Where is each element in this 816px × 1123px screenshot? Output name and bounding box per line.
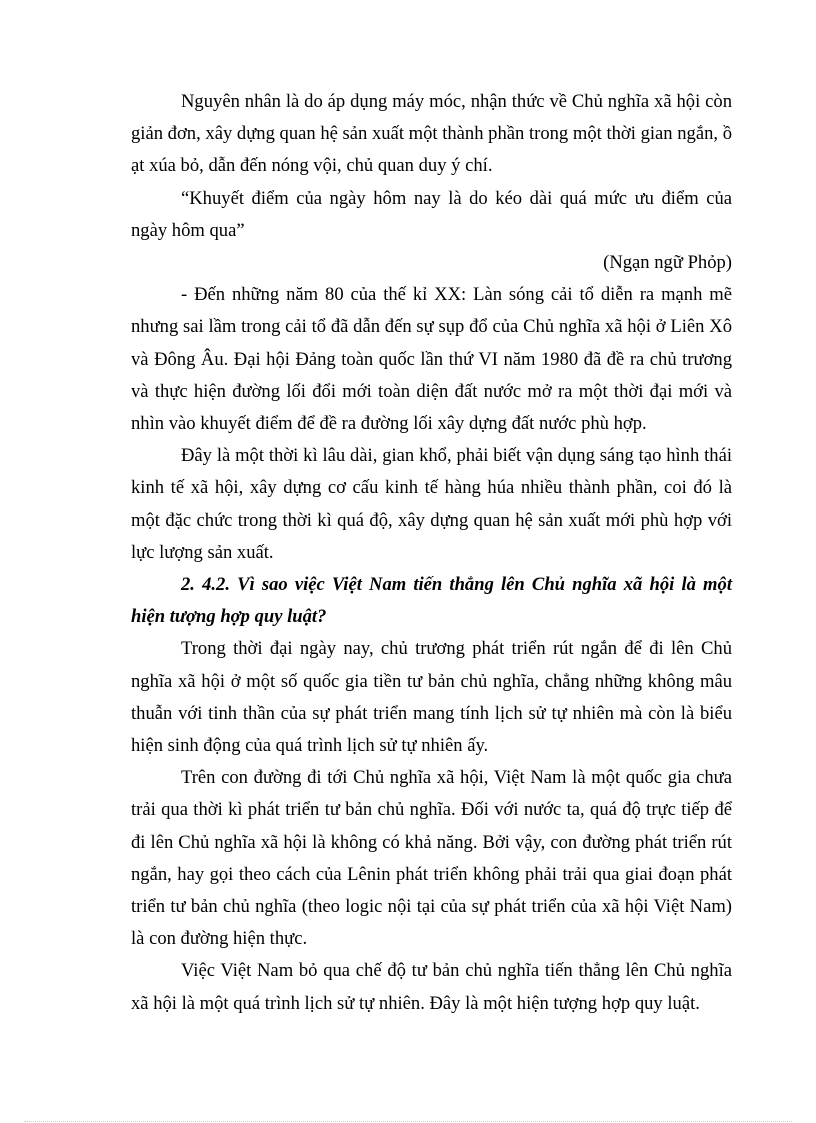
paragraph-shortcut: Trong thời đại ngày nay, chủ trương phát triển rút ngắn để đi lên Chủ nghĩa xã hội ở một số quốc gia tiền tư bản chủ nghĩa, chẳng những không mâu thuẫn với tinh thần của sự phát triển mang tính lịch sử tự nhiên mà còn là biểu hiện sinh động của quá trình lịch sử tự nhiên ấy. bbox=[131, 638, 732, 757]
paragraph-vietnam-path: Trên con đường đi tới Chủ nghĩa xã hội, Việt Nam là một quốc gia chưa trải qua thời kì phát triển tư bản chủ nghĩa. Đối với nước ta, quá độ trực tiếp để đi lên Chủ nghĩa xã hội là không có khả năng. Bởi vậy, con đường phát triển rút ngắn, hay gọi theo cách của Lênin phát triển không phải trải qua giai đoạn phát triển tư bản chủ nghĩa (theo logic nội tại của sự phát triển của xã hội Việt Nam) là con đường hiện thực. bbox=[131, 767, 732, 950]
paragraph-long-period: Đây là một thời kì lâu dài, gian khổ, phải biết vận dụng sáng tạo hình thái kinh tế xã hội, xây dựng cơ cấu kinh tế hàng húa nhiều thành phần, coi đó là một đặc chức trong thời kì quá độ, xây dựng quan hệ sản xuất mới phù hợp với lực lượng sản xuất. bbox=[131, 445, 732, 563]
paragraph-conclusion: Việc Việt Nam bỏ qua chế độ tư bản chủ nghĩa tiến thẳng lên Chủ nghĩa xã hội là một quá trình lịch sử tự nhiên. Đây là một hiện tượng hợp quy luật. bbox=[131, 960, 732, 1014]
paragraph-causes: Nguyên nhân là do áp dụng máy móc, nhận thức về Chủ nghĩa xã hội còn giản đơn, xây dựng quan hệ sản xuất một thành phần trong một thời gian ngắn, ồ ạt xúa bỏ, dẫn đến nóng vội, chủ quan duy ý chí. bbox=[131, 91, 732, 177]
section-heading: 2. 4.2. Vì sao việc Việt Nam tiến thẳng lên Chủ nghĩa xã hội là một hiện tượng hợp quy luật? bbox=[131, 574, 732, 628]
paragraph-reform: - Đến những năm 80 của thế kỉ XX: Làn sóng cải tổ diễn ra mạnh mẽ nhưng sai lầm trong cải tổ đã dẫn đến sự sụp đổ của Chủ nghĩa xã hội ở Liên Xô và Đông Âu. Đại hội Đảng toàn quốc lần thứ VI năm 1980 đã đề ra chủ trương và thực hiện đường lối đổi mới toàn diện đất nước mở ra một thời đại mới và nhìn vào khuyết điểm để đề ra đường lối xây dựng đất nước phù hợp. bbox=[131, 284, 732, 435]
document-page bbox=[131, 86, 732, 1020]
quote: “Khuyết điểm của ngày hôm nay là do kéo dài quá mức ưu điểm của ngày hôm qua” bbox=[131, 187, 732, 241]
page-bottom-divider bbox=[24, 1121, 792, 1122]
quote-source: (Ngạn ngữ Phỏp) bbox=[603, 252, 732, 274]
